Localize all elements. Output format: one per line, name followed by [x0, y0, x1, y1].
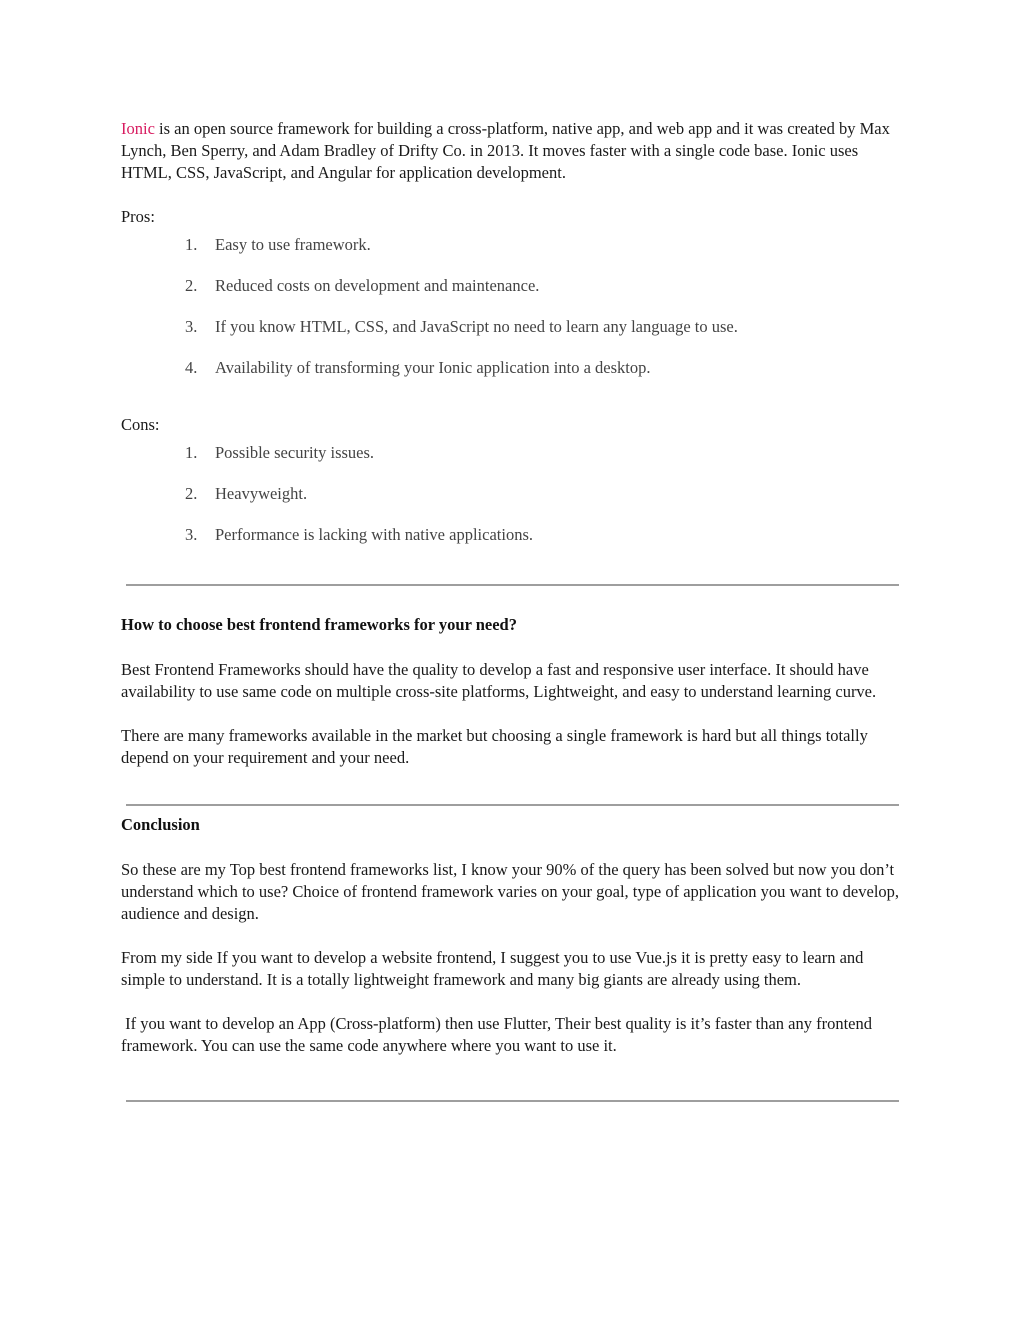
list-item: [121, 234, 911, 256]
intro-paragraph: [121, 118, 911, 184]
cons-label: Cons:: [121, 415, 160, 434]
list-text: If you know HTML, CSS, and JavaScript no need to learn any language to use.: [215, 317, 738, 336]
list-number: 1.: [185, 235, 198, 254]
document-body: [121, 118, 911, 1102]
intro-text: is an open source framework for building a cross-platform, native app, and web app and it was created by Max Lynch, Ben Sperry, and Adam Bradley of Drifty Co. in 2013. It moves faster with a single code base. Ionic uses HTML, CSS, JavaScript, and Angular for application development.: [121, 119, 890, 182]
section-divider: [126, 804, 899, 806]
conclusion-paragraph-2: From my side If you want to develop a website frontend, I suggest you to use Vue.js it is pretty easy to learn and simple to understand. It is a totally lightweight framework and many big giants are already using them.: [121, 948, 864, 989]
conclusion-paragraph-3: If you want to develop an App (Cross-platform) then use Flutter, Their best quality is it’s faster than any frontend framework. You can use the same code anywhere where you want to use it.: [121, 1014, 877, 1055]
list-number: 2.: [185, 276, 198, 295]
choose-paragraph-2: There are many frameworks available in the market but choosing a single framework is hard but all things totally depend on your requirement and your need.: [121, 726, 868, 767]
choose-heading: How to choose best frontend frameworks for your need?: [121, 615, 517, 634]
ionic-link[interactable]: Ionic: [121, 119, 155, 138]
list-item: [121, 316, 911, 338]
list-number: 3.: [185, 317, 198, 336]
list-text: Heavyweight.: [215, 484, 308, 503]
list-text: Availability of transforming your Ionic application into a desktop.: [215, 358, 651, 377]
list-number: 2.: [185, 484, 198, 503]
list-number: 1.: [185, 443, 198, 462]
choose-paragraph-1: Best Frontend Frameworks should have the quality to develop a fast and responsive user interface. It should have availability to use same code on multiple cross-site platforms, Lightweight, and easy to understand learning curve.: [121, 660, 877, 701]
conclusion-heading: Conclusion: [121, 815, 200, 834]
list-text: Performance is lacking with native applications.: [215, 525, 533, 544]
pros-label: Pros:: [121, 207, 155, 226]
section-divider: [126, 1100, 899, 1102]
list-text: Easy to use framework.: [215, 235, 371, 254]
list-text: Possible security issues.: [215, 443, 375, 462]
section-divider: [126, 584, 899, 586]
list-number: 3.: [185, 525, 198, 544]
conclusion-paragraph-1: So these are my Top best frontend frameworks list, I know your 90% of the query has been solved but now you don’t understand which to use? Choice of frontend framework varies on your goal, type of application you want to develop, audience and design.: [121, 860, 900, 923]
list-item: [121, 357, 911, 379]
list-item: [121, 524, 911, 546]
pros-list: [121, 234, 911, 379]
list-item: [121, 483, 911, 505]
list-item: [121, 442, 911, 464]
list-number: 4.: [185, 358, 198, 377]
list-item: [121, 275, 911, 297]
list-text: Reduced costs on development and maintenance.: [215, 276, 540, 295]
cons-list: [121, 442, 911, 546]
